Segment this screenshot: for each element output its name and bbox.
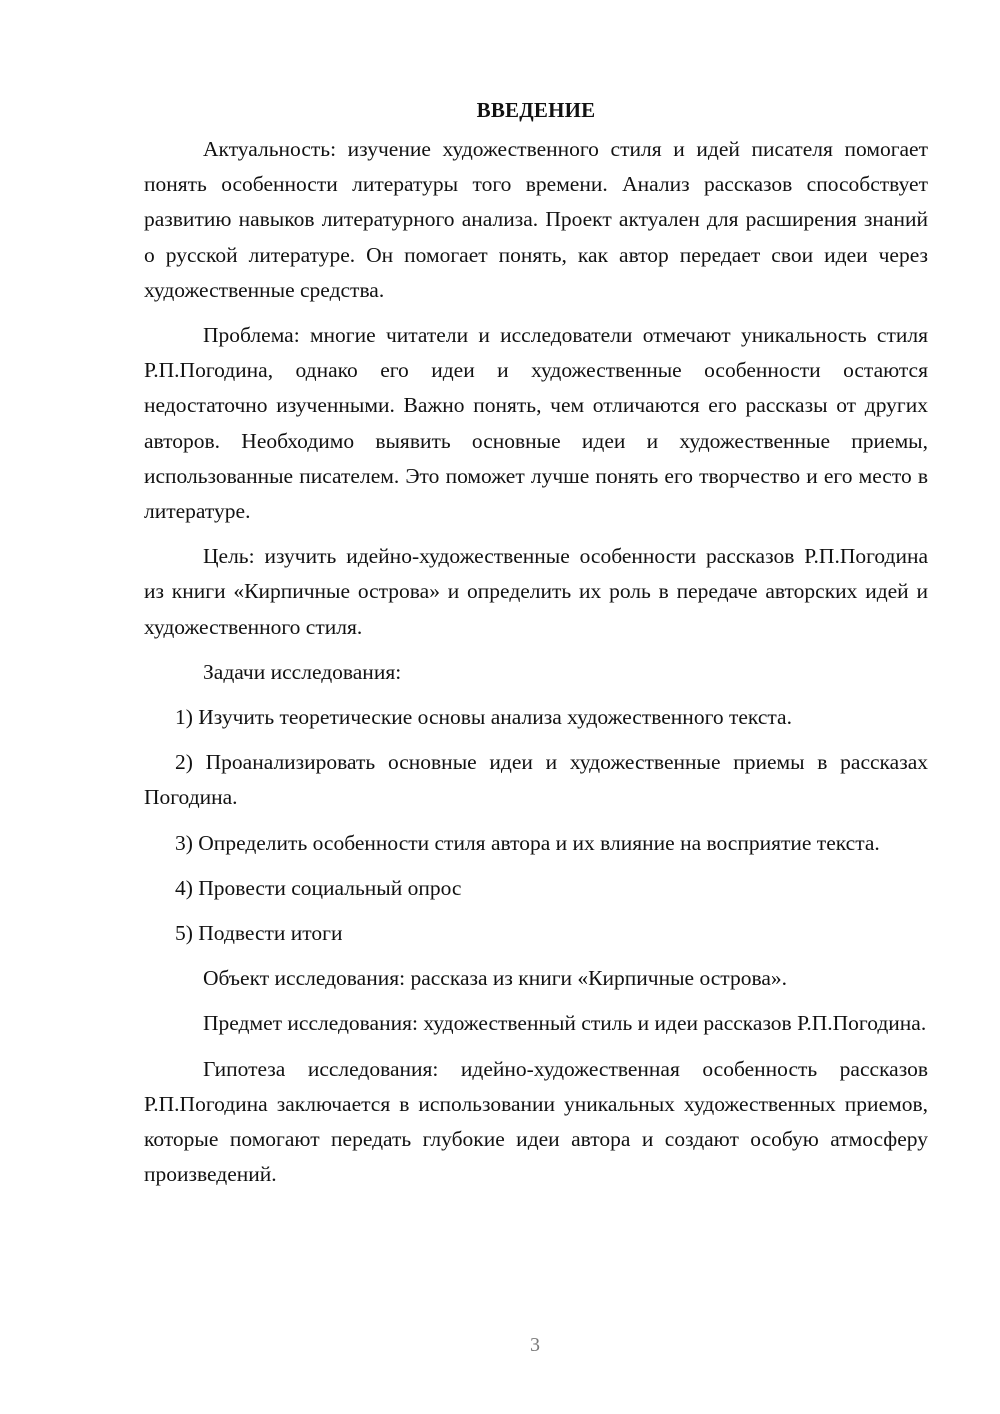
paragraph-relevance: Актуальность: изучение художественного стиля и идей писателя помогает понять особенности литературы того времени. Анализ рассказов способствует развитию навыков литературного анализа. Проект актуален для расширения знаний о русской литературе. Он помогает понять, как автор передает свои идеи через художественные средства. <box>144 137 928 302</box>
paragraph-tasks-heading: Задачи исследования: <box>203 659 402 684</box>
paragraph-hypothesis: Гипотеза исследования: идейно-художественная особенность рассказов Р.П.Погодина заключается в использовании уникальных художественных приемов, которые помогают передать глубокие идеи автора и создают особую атмосферу произведений. <box>144 1056 928 1187</box>
section-title: ВВЕДЕНИЕ <box>476 98 596 122</box>
task-item-5: 5) Подвести итоги <box>175 921 343 946</box>
paragraph-goal: Цель: изучить идейно-художественные особенности рассказов Р.П.Погодина из книги «Кирпичные острова» и определить их роль в передаче авторских идей и художественного стиля. <box>144 544 928 639</box>
task-item-2: 2) Проанализировать основные идеи и художественные приемы в рассказах Погодина. <box>144 750 928 810</box>
task-item-4: 4) Провести социальный опрос <box>175 875 462 900</box>
task-item-1: 1) Изучить теоретические основы анализа художественного текста. <box>175 705 792 730</box>
page-content <box>144 92 928 1202</box>
page-number: 3 <box>530 1334 540 1356</box>
paragraph-object: Объект исследования: рассказа из книги «Кирпичные острова». <box>203 966 787 991</box>
paragraph-subject: Предмет исследования: художественный стиль и идеи рассказов Р.П.Погодина. <box>203 1011 927 1036</box>
task-item-3: 3) Определить особенности стиля автора и их влияние на восприятие текста. <box>175 830 880 855</box>
paragraph-problem: Проблема: многие читатели и исследователи отмечают уникальность стиля Р.П.Погодина, однако его идеи и художественные особенности остаются недостаточно изученными. Важно понять, чем отличаются его рассказы от других авторов. Необходимо выявить основные идеи и художественные приемы, использованные писателем. Это поможет лучше понять его творчество и его место в литературе. <box>144 323 928 524</box>
